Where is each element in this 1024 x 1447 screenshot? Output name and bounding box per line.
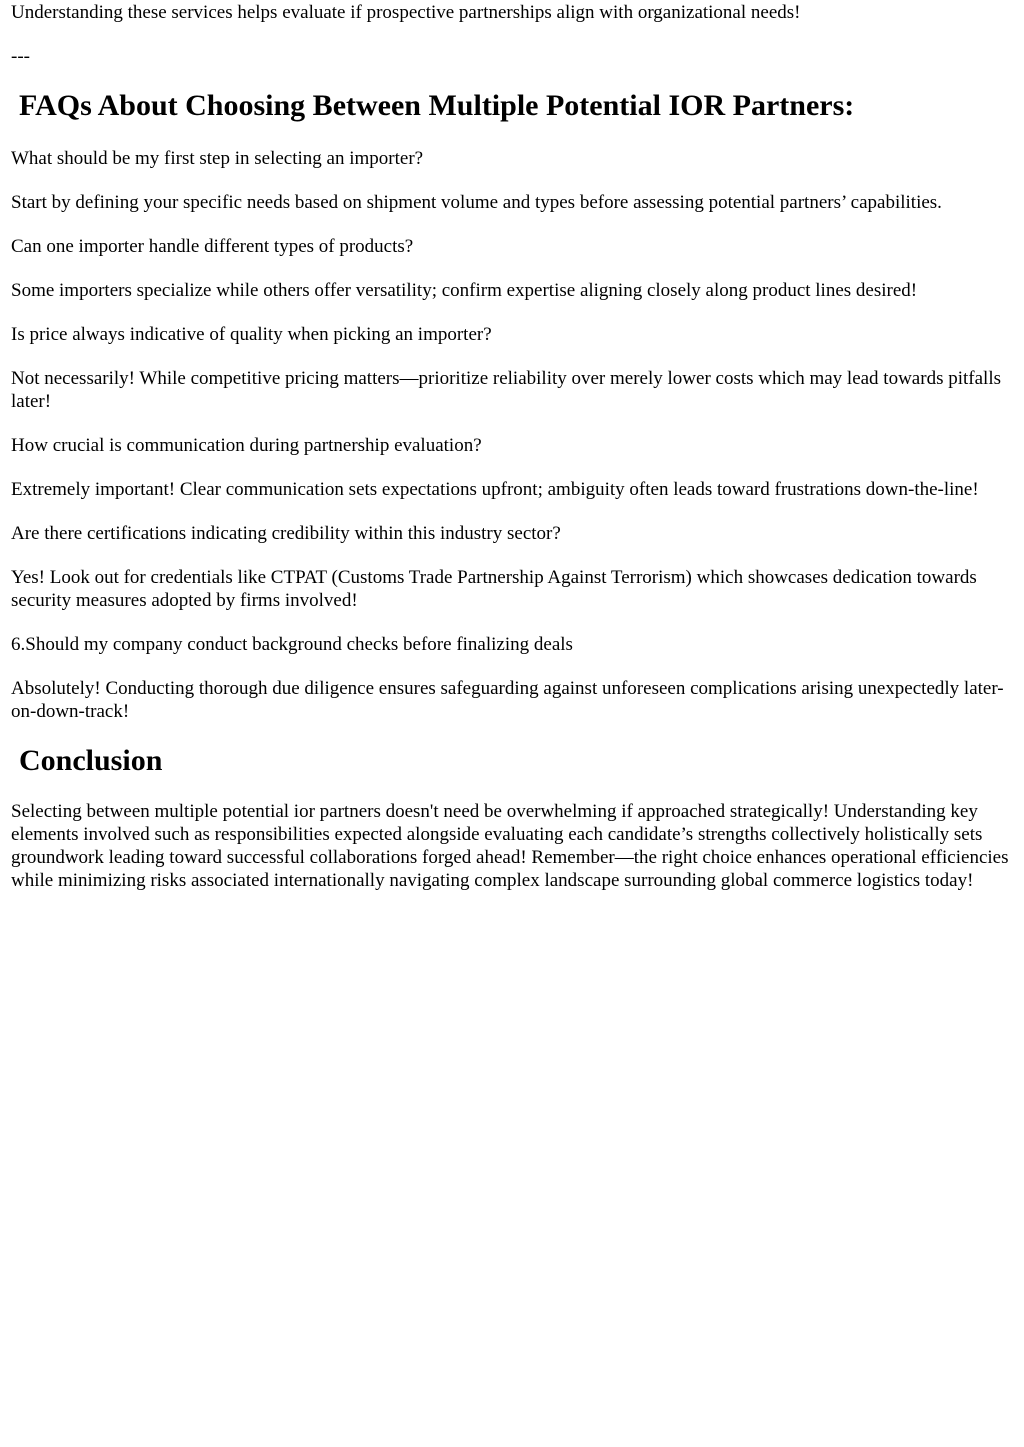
faq-answer: Some importers specialize while others offer versatility; confirm expertise aligning closely along product lines desired! bbox=[11, 280, 918, 301]
faq-answer: Extremely important! Clear communication sets expectations upfront; ambiguity often leads toward frustrations down-the-line! bbox=[11, 479, 979, 500]
conclusion-heading: Conclusion bbox=[19, 744, 163, 777]
article-body bbox=[0, 1, 1024, 892]
faq-question: Are there certifications indicating credibility within this industry sector? bbox=[11, 523, 561, 544]
faq-question: Can one importer handle different types of products? bbox=[11, 236, 414, 257]
intro-closing-paragraph: Understanding these services helps evaluate if prospective partnerships align with organizational needs! bbox=[11, 2, 801, 23]
faq-question: How crucial is communication during partnership evaluation? bbox=[11, 435, 482, 456]
faq-question: 6.Should my company conduct background checks before finalizing deals bbox=[11, 634, 573, 655]
faq-question: What should be my first step in selecting an importer? bbox=[11, 148, 424, 169]
faq-heading: FAQs About Choosing Between Multiple Potential IOR Partners: bbox=[19, 89, 855, 122]
faq-answer: Start by defining your specific needs based on shipment volume and types before assessing potential partners’ capabilities. bbox=[11, 192, 942, 213]
faq-question: Is price always indicative of quality when picking an importer? bbox=[11, 324, 492, 345]
faq-list bbox=[11, 147, 1014, 723]
faq-answer: Not necessarily! While competitive pricing matters—prioritize reliability over merely lower costs which may lead towards pitfalls later! bbox=[11, 368, 1001, 412]
conclusion-paragraph: Selecting between multiple potential ior partners doesn't need be overwhelming if approached strategically! Understanding key elements involved such as responsibilities expected alongside evaluating each candidate’s strengths collectively holistically sets groundwork leading toward successful collaborations forged ahead! Remember—the right choice enhances operational efficiencies while minimizing risks associated internationally navigating complex landscape surrounding global commerce logistics today! bbox=[11, 801, 1009, 891]
faq-answer: Yes! Look out for credentials like CTPAT (Customs Trade Partnership Against Terrorism) which showcases dedication towards security measures adopted by firms involved! bbox=[11, 567, 977, 611]
section-separator: --- bbox=[11, 46, 30, 67]
faq-answer: Absolutely! Conducting thorough due diligence ensures safeguarding against unforeseen complications arising unexpectedly later-on-down-track! bbox=[11, 678, 1004, 722]
